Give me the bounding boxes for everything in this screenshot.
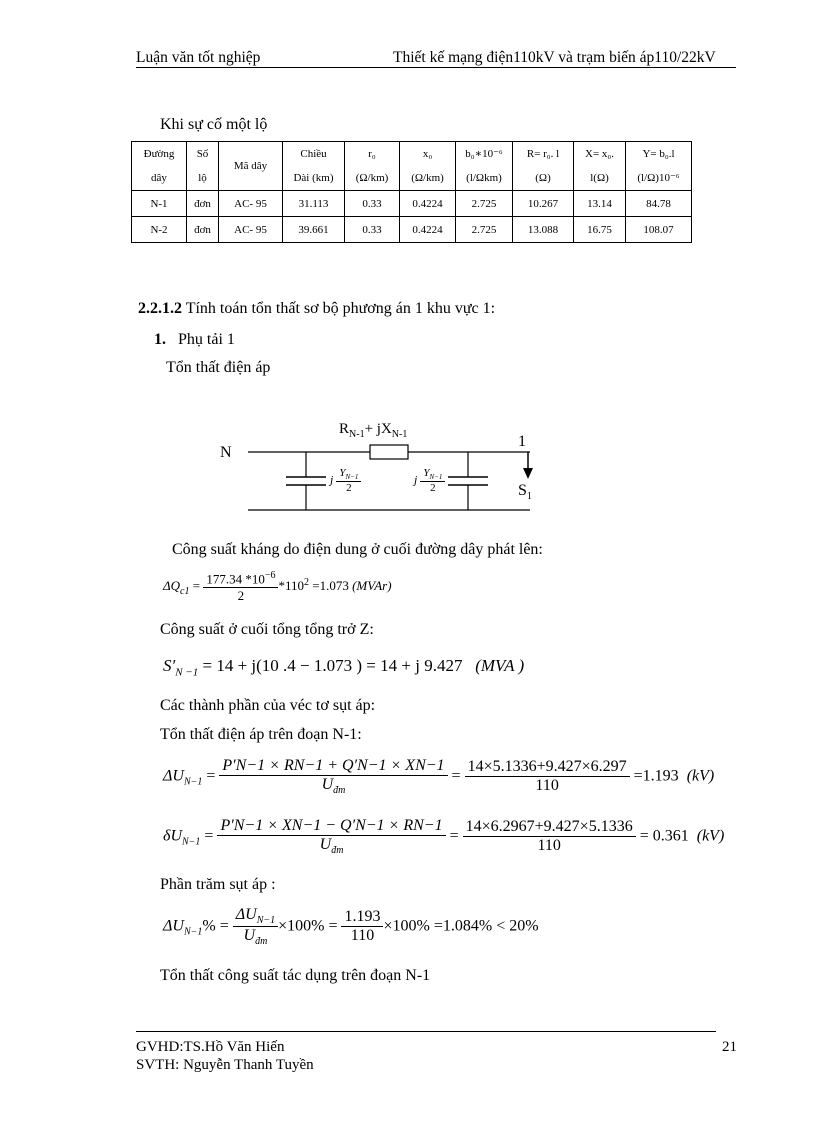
paragraph-capacitive-power: Công suất kháng do điện dung ở cuối đường dây phát lên: (172, 541, 543, 558)
header-left: Luận văn tốt nghiệp (136, 49, 261, 66)
table-header-line: Số (196, 148, 209, 160)
page-number: 21 (722, 1039, 737, 1055)
capacitor-left-label: j $\frac{Y_{N-1}}{2}$ (330, 467, 361, 494)
table-header-cell (400, 142, 456, 191)
table-header-line: (Ω) (535, 172, 551, 184)
table-header-cell (345, 142, 400, 191)
equation-s-prime: $S'_{N -1} = 14 + j(10$ .4 − 1.073 ) = 14 + j 9.427 (MVA ) (163, 656, 525, 679)
table-cell: 108.07 (626, 217, 692, 243)
table-cell: đơn (187, 217, 219, 243)
table-header-cell (456, 142, 513, 191)
section-title-text: Tính toán tổn thất sơ bộ phương án 1 khu vực 1: (182, 300, 496, 317)
table-header-line: Dài (km) (293, 172, 334, 184)
table-header-line: Mã dây (233, 160, 268, 172)
table-cell: 16.75 (574, 217, 626, 243)
table-cell: đơn (187, 191, 219, 217)
table-header-line: b₀∗10⁻⁶ (465, 148, 503, 160)
section-caption: Khi sự cố một lộ (160, 116, 268, 133)
table-header-cell (574, 142, 626, 191)
table-header-cell (219, 142, 283, 191)
line-parameters-table (131, 141, 692, 243)
table-header-line: x₀ (422, 148, 433, 160)
table-header-line: (l/Ω)10⁻⁶ (637, 172, 680, 184)
table-header-line: lộ (198, 172, 207, 184)
node-1-label: 1 (518, 433, 526, 450)
table-cell: 13.088 (513, 217, 574, 243)
section-title-number: 2.2.1.2 (138, 300, 182, 317)
header-right: Thiết kế mạng điện110kV và trạm biến áp110/22kV (393, 49, 716, 66)
table-header-cell (626, 142, 692, 191)
footer-rule (136, 1031, 716, 1032)
table-cell: N-1 (132, 191, 187, 217)
equation-delta-u: $\Delta U_{N-1}$ = $\frac{P'N-1 \times RN-1 + Q'N-1 \times XN-1}{U_{đm}}$ = $\frac{14\times 5.1336+9.427\times 6.297}{110}$ =1.193 (kV) (163, 757, 715, 797)
paragraph-active-power-loss: Tổn thất công suất tác dụng trên đoạn N-1 (160, 967, 431, 984)
table-cell: AC- 95 (219, 217, 283, 243)
node-n-label: N (220, 444, 232, 461)
table-header-line: l(Ω) (590, 172, 609, 184)
table-cell: N-2 (132, 217, 187, 243)
table-header-line: Đường (143, 148, 175, 160)
list-item-1 (154, 331, 235, 349)
table-cell: 0.4224 (400, 191, 456, 217)
table-cell: 13.14 (574, 191, 626, 217)
impedance-label: $R_{N-1}+ jX_{N-1}$ (339, 421, 408, 440)
table-header-line: r₀ (368, 148, 376, 160)
table-cell: 31.113 (283, 191, 345, 217)
table-cell: 2.725 (456, 191, 513, 217)
table-cell: 0.4224 (400, 217, 456, 243)
table-header-line: (Ω/km) (355, 172, 389, 184)
table-header-line: (Ω/km) (411, 172, 444, 184)
table-header-line: Y= b₀.l (642, 148, 675, 160)
paragraph-vector-components: Các thành phần của véc tơ sụt áp: (160, 697, 376, 714)
table-cell: 0.33 (345, 217, 400, 243)
table-header-cell (283, 142, 345, 191)
list-item-number: 1. (154, 331, 166, 348)
table-cell: AC- 95 (219, 191, 283, 217)
equation-percent-drop: $\Delta U_{N-1}\%$ = $\frac{\Delta U_{N-1}}{U_{đm}}$ ×100% = $\frac{1.193}{110}$ ×100% =1.084% < 20% (163, 906, 539, 948)
table-cell: 0.33 (345, 191, 400, 217)
subtitle: Tổn thất điện áp (166, 359, 271, 376)
header-rule (136, 67, 736, 68)
table-header-line: R= r₀. l (526, 148, 560, 160)
load-arrow-head (523, 468, 533, 479)
table-cell: 10.267 (513, 191, 574, 217)
table-header-line: X= x₀. (585, 148, 614, 160)
table-row (132, 217, 692, 243)
paragraph-voltage-loss: Tổn thất điện áp trên đoạn N-1: (160, 726, 362, 743)
table-header-cell (132, 142, 187, 191)
table-header-cell (513, 142, 574, 191)
section-title (138, 300, 495, 318)
footer-student: SVTH: Nguyễn Thanh Tuyền (136, 1057, 314, 1073)
table-header-line: Chiều (300, 148, 327, 160)
table-header-line: dây (151, 172, 167, 184)
table-cell: 2.725 (456, 217, 513, 243)
equation-delta-q: $\Delta Q_{c1}$ = $\frac{177.34 *10^{-6}}{2}$ $*110^2 =1.073$ (MVAr) (163, 570, 392, 604)
table-cell: 84.78 (626, 191, 692, 217)
table-row (132, 191, 692, 217)
paragraph-percent-drop: Phần trăm sụt áp : (160, 876, 276, 893)
table-header-line: (l/Ωkm) (466, 172, 502, 184)
paragraph-end-power: Công suất ở cuối tổng tổng trở Z: (160, 621, 374, 638)
capacitor-right-label: j $\frac{Y_{N-1}}{2}$ (414, 467, 445, 494)
list-item-label: Phụ tải 1 (178, 331, 235, 348)
impedance-resistor (370, 445, 408, 459)
table-header-row (132, 142, 692, 191)
table-cell: 39.661 (283, 217, 345, 243)
footer-advisor: GVHD:TS.Hồ Văn Hiến (136, 1039, 285, 1055)
table-header-cell (187, 142, 219, 191)
equation-delta-u-transverse: $\delta U_{N-1}$ = $\frac{P'N-1 \times XN-1 - Q'N-1 \times RN-1}{U_{đm}}$ = $\frac{14\times 6.2967+9.427\times 5.1336}{110}$ = 0.361 (kV) (163, 817, 725, 857)
load-label: $S_1$ (518, 482, 532, 503)
